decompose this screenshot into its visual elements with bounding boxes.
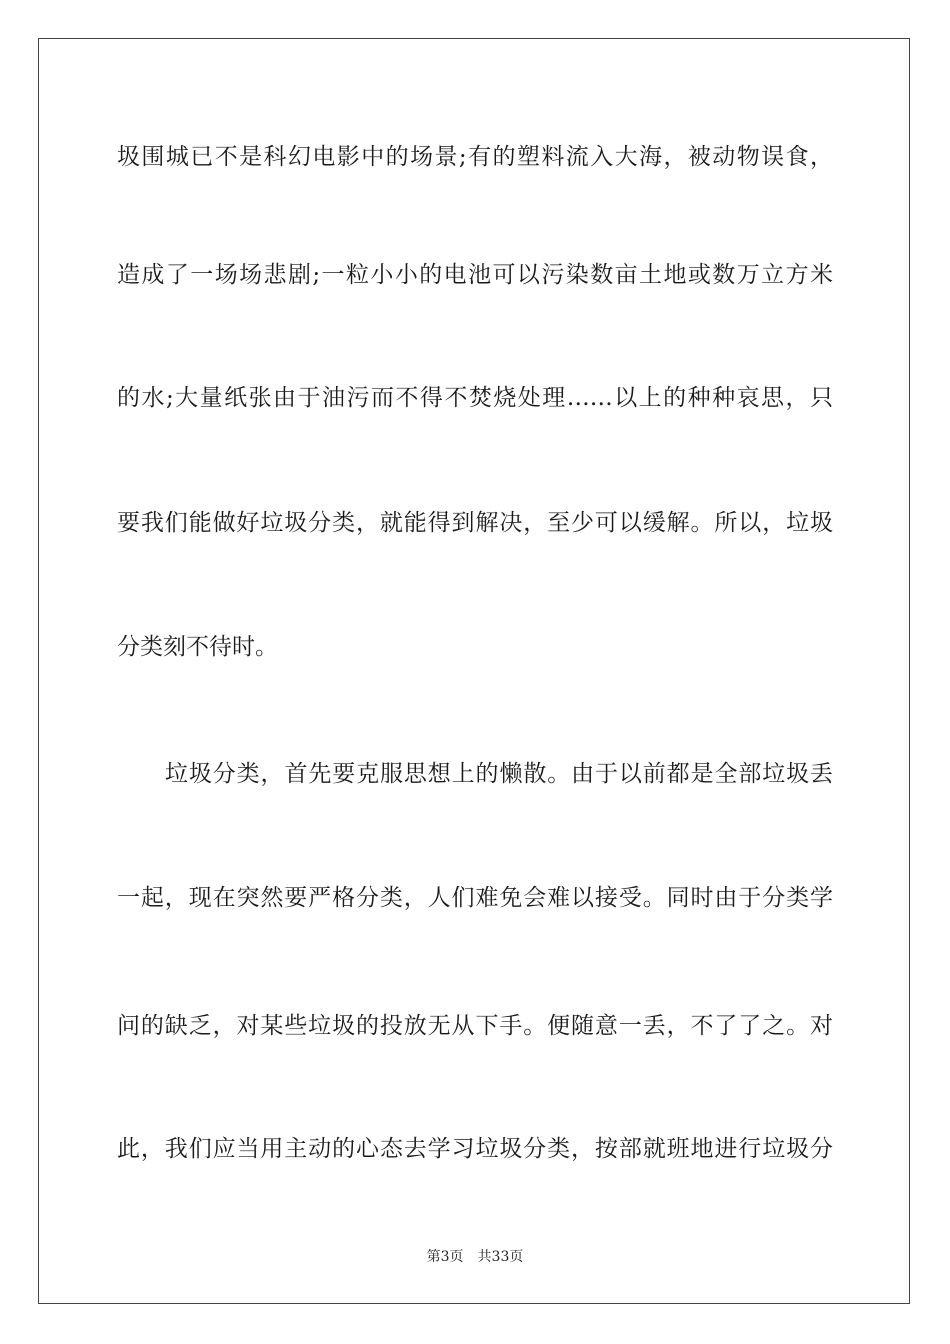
page-border bbox=[38, 38, 910, 1304]
text-line-2: 造成了一场场悲剧;一粒小小的电池可以污染数亩土地或数万立方米 bbox=[117, 262, 833, 288]
page-total: 共33页 bbox=[477, 1249, 524, 1265]
text-line-8: 问的缺乏，对某些垃圾的投放无从下手。便随意一丢，不了了之。对 bbox=[117, 1013, 833, 1039]
text-line-6-paragraph-start: 垃圾分类，首先要克服思想上的懒散。由于以前都是全部垃圾丢 bbox=[165, 761, 833, 787]
text-line-1: 圾围城已不是科幻电影中的场景;有的塑料流入大海，被动物误食， bbox=[117, 144, 833, 170]
text-line-9: 此，我们应当用主动的心态去学习垃圾分类，按部就班地进行垃圾分 bbox=[117, 1136, 833, 1162]
text-line-3: 的水;大量纸张由于油污而不得不焚烧处理……以上的种种哀思，只 bbox=[117, 385, 833, 411]
text-line-5: 分类刻不待时。 bbox=[117, 634, 278, 660]
page-footer bbox=[0, 1248, 950, 1266]
text-line-4: 要我们能做好垃圾分类，就能得到解决，至少可以缓解。所以，垃圾 bbox=[117, 510, 833, 536]
text-line-7: 一起，现在突然要严格分类，人们难免会难以接受。同时由于分类学 bbox=[117, 885, 833, 911]
page-number: 第3页 bbox=[426, 1249, 464, 1265]
